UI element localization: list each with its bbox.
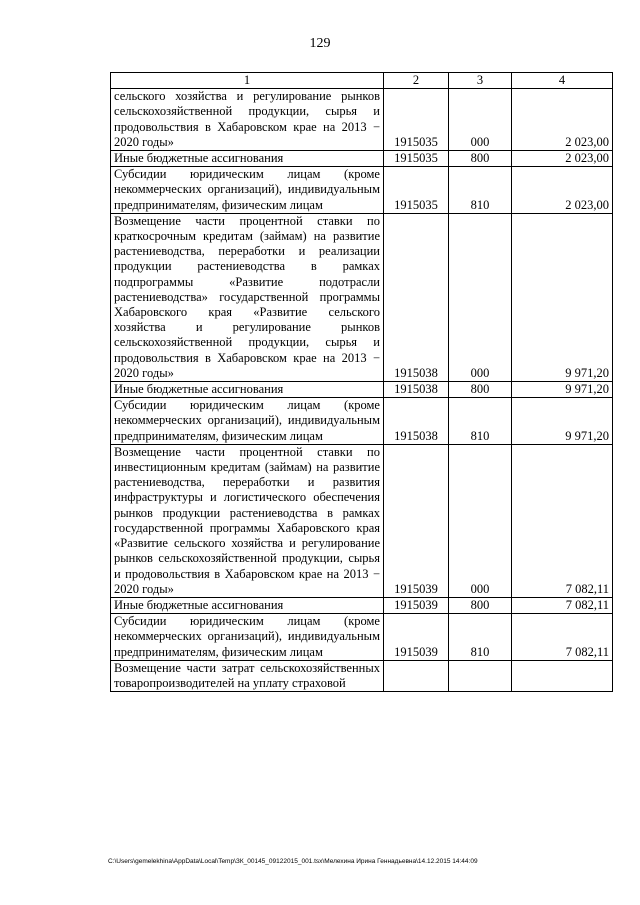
row-description: Иные бюджетные ассигнования [111, 597, 384, 613]
row-code: 1915039 [384, 597, 449, 613]
header-cell: 1 [111, 73, 384, 89]
row-code: 1915035 [384, 89, 449, 151]
row-type: 810 [449, 398, 512, 445]
row-description: Субсидии юридическим лицам (кроме некоммерческих организаций), индивидуальным предпринимателям, физическим лицам [111, 398, 384, 445]
table-row [111, 614, 613, 661]
header-cell: 3 [449, 73, 512, 89]
row-amount: 9 971,20 [512, 213, 613, 381]
row-type: 000 [449, 444, 512, 597]
table-row [111, 167, 613, 214]
row-code: 1915039 [384, 444, 449, 597]
row-type: 000 [449, 89, 512, 151]
row-type: 000 [449, 213, 512, 381]
row-type [449, 660, 512, 691]
row-description: Иные бюджетные ассигнования [111, 151, 384, 167]
row-description: сельского хозяйства и регулирование рынков сельскохозяйственной продукции, сырья и продовольствия в Хабаровском крае на 2013 − 2020 годы» [111, 89, 384, 151]
table-row [111, 444, 613, 597]
row-description: Возмещение части процентной ставки по инвестиционным кредитам (займам) на развитие растениеводства, переработки и развития инфраструктуры и логистического обеспечения рынков продукции растениеводства в рамках государственной программы Хабаровского края «Развитие сельского хозяйства и регулирование рынков сельскохозяйственной продукции, сырья и продовольствия в Хабаровском крае на 2013 − 2020 годы» [111, 444, 384, 597]
row-code: 1915038 [384, 382, 449, 398]
row-description: Иные бюджетные ассигнования [111, 382, 384, 398]
row-amount: 9 971,20 [512, 398, 613, 445]
row-type: 800 [449, 382, 512, 398]
budget-table [110, 72, 613, 692]
table-row [111, 382, 613, 398]
row-amount: 7 082,11 [512, 444, 613, 597]
row-description: Субсидии юридическим лицам (кроме некоммерческих организаций), индивидуальным предпринимателям, физическим лицам [111, 614, 384, 661]
table-header-row [111, 73, 613, 89]
row-amount: 2 023,00 [512, 151, 613, 167]
table-row [111, 398, 613, 445]
row-type: 810 [449, 614, 512, 661]
row-amount: 2 023,00 [512, 167, 613, 214]
row-code: 1915039 [384, 614, 449, 661]
row-code [384, 660, 449, 691]
row-code: 1915035 [384, 167, 449, 214]
row-amount [512, 660, 613, 691]
header-cell: 2 [384, 73, 449, 89]
row-description: Субсидии юридическим лицам (кроме некоммерческих организаций), индивидуальным предпринимателям, физическим лицам [111, 167, 384, 214]
row-code: 1915038 [384, 398, 449, 445]
page-number: 129 [309, 36, 331, 51]
table-row [111, 151, 613, 167]
row-type: 800 [449, 151, 512, 167]
row-amount: 2 023,00 [512, 89, 613, 151]
table-row [111, 660, 613, 691]
row-code: 1915035 [384, 151, 449, 167]
row-code: 1915038 [384, 213, 449, 381]
row-type: 800 [449, 597, 512, 613]
header-cell: 4 [512, 73, 613, 89]
row-amount: 7 082,11 [512, 597, 613, 613]
file-path-footer: C:\Users\gemelekhina\AppData\Local\Temp\ЗК_00145_09122015_001.tsx\Мелехина Ирина Геннадьевна\14.12.2015 14:44:09 [108, 858, 478, 865]
row-description: Возмещение части процентной ставки по краткосрочным кредитам (займам) на развитие растениеводства, переработки и реализации продукции растениеводства в рамках подпрограммы «Развитие подотрасли растениеводства» государственной программы Хабаровского края «Развитие сельского хозяйства и регулирование рынков сельскохозяйственной продукции, сырья и продовольствия в Хабаровском крае на 2013 − 2020 годы» [111, 213, 384, 381]
table-row [111, 597, 613, 613]
row-description: Возмещение части затрат сельскохозяйственных товаропроизводителей на уплату страховой [111, 660, 384, 691]
row-amount: 7 082,11 [512, 614, 613, 661]
row-type: 810 [449, 167, 512, 214]
table-row [111, 89, 613, 151]
table-row [111, 213, 613, 381]
row-amount: 9 971,20 [512, 382, 613, 398]
